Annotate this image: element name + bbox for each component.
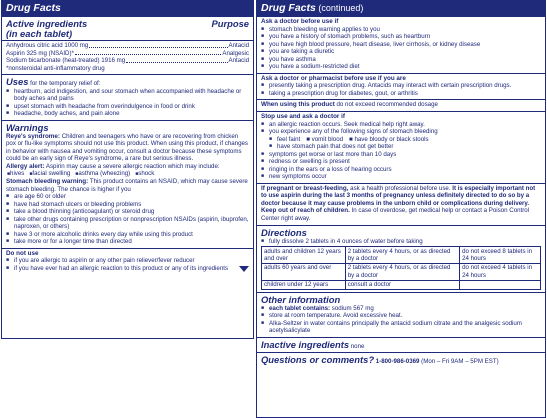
list-item: ■ you experience any of the following signs of stomach bleeding	[261, 128, 541, 136]
warnings-title: Warnings	[6, 121, 49, 133]
left-header: Drug Facts	[2, 1, 253, 16]
list-item: ■ have stomach pain that does not get better	[261, 143, 541, 151]
left-panel	[1, 0, 254, 339]
bleeding-signs: ■ feel faint ■ vomit blood ■ have bloody or black stools	[261, 136, 541, 144]
other-information-section	[257, 292, 545, 337]
ask-pharmacist-section	[257, 73, 545, 100]
right-header: Drug Facts (continued)	[257, 1, 545, 16]
list-item: ■ taking a prescription drug for diabetes, gout, or arthritis	[261, 90, 541, 98]
list-item: ■ ringing in the ears or a loss of hearing occurs	[261, 166, 541, 174]
table-row: adults and children 12 years and over 2 tablets every 4 hours, or as directed by a doctor do not exceed 8 tablets in 24 hours	[262, 247, 541, 264]
when-using-label: When using this product	[261, 101, 335, 109]
list-item: ■ are age 60 or older	[6, 193, 249, 201]
list-item: ■ have had stomach ulcers or bleeding problems	[6, 201, 249, 209]
list-item: ■ facial swelling	[29, 170, 70, 177]
continued-label: (continued)	[315, 3, 364, 13]
ingredient-row: Aspirin 325 mg (NSAID)* Analgesic	[6, 49, 249, 57]
warnings-section	[2, 120, 253, 248]
list-item: ■ have 3 or more alcoholic drinks every day while using this product	[6, 231, 249, 239]
list-item: ■ you have asthma	[261, 56, 541, 64]
list-item: ■ take more or for a longer time than directed	[6, 238, 249, 246]
list-item: ■ new symptoms occur	[261, 173, 541, 181]
inactive-ingredients-text: none	[349, 342, 365, 350]
list-item: ■ you are taking a diuretic	[261, 48, 541, 56]
when-using-text: do not exceed recommended dosage	[334, 101, 438, 109]
list-item: ■ headache, body aches, and pain alone	[6, 110, 249, 118]
active-ingredients-title: Active ingredients	[6, 18, 88, 29]
stop-use-section	[257, 111, 545, 183]
purpose-heading: Purpose	[211, 18, 249, 29]
list-item: ■ if you are allergic to aspirin or any other pain reliever/fever reducer	[6, 257, 249, 265]
list-item: ■ Alka-Seltzer in water contains principally the antacid sodium citrate and the analgesic sodium acetylsalicylate	[261, 320, 541, 335]
active-ingredients-section	[2, 16, 253, 74]
other-information-title: Other information	[261, 293, 341, 305]
ask-doctor-title: Ask a doctor before use if	[261, 18, 339, 25]
list-item: ■ an allergic reaction occurs. Seek medical help right away.	[261, 121, 541, 129]
list-item: ■ you have a history of stomach problems, such as heartburn	[261, 33, 541, 41]
right-panel	[256, 0, 546, 418]
list-item: ■ hives	[7, 170, 24, 177]
do-not-use-title: Do not use	[6, 249, 39, 257]
phone-hours: (Mon – Fri 9AM – 5PM EST)	[419, 358, 499, 366]
pregnant-text: ask a health professional before use.	[348, 184, 451, 192]
inactive-ingredients-title: Inactive ingredients	[261, 338, 350, 350]
dosage-table	[261, 246, 541, 290]
list-item: ■ store at room temperature. Avoid excessive heat.	[261, 312, 541, 320]
ask-doctor-section	[257, 16, 545, 73]
table-row: adults 60 years and over 2 tablets every 4 hours, or as directed by a doctor do not exceed 4 tablets in 24 hours	[262, 263, 541, 280]
do-not-use-section	[2, 248, 253, 275]
ingredient-row: Sodium bicarbonate (heat-treated) 1916 mg Antacid	[6, 57, 249, 64]
list-item: ■ stomach bleeding warning applies to you	[261, 26, 541, 34]
nsaid-footnote: *nonsteroidal anti-inflammatory drug	[6, 64, 105, 72]
inactive-ingredients-section	[257, 337, 545, 353]
questions-title: Questions or comments?	[261, 354, 375, 366]
list-item: ■ redness or swelling is present	[261, 158, 541, 166]
table-row: children under 12 years consult a doctor	[262, 280, 541, 289]
allergy-label: Allergy alert:	[6, 162, 45, 170]
bleeding-text: This product contains an NSAID, which may cause severe stomach bleeding. The chance is higher if you	[6, 177, 248, 193]
list-item: ■ presently taking a prescription drug. Antacids may interact with certain prescription drugs.	[261, 82, 541, 90]
questions-section	[257, 352, 545, 368]
ingredient-row: Anhydrous citric acid 1000 mg Antacid	[6, 42, 249, 49]
when-using-section	[257, 99, 545, 111]
keep-out-of-reach-label: Keep out of reach of children.	[261, 207, 350, 215]
list-item: ■ fully dissolve 2 tablets in 4 ounces of water before taking	[261, 238, 541, 246]
list-item: ■ shock	[135, 170, 154, 177]
phone-number: 1-800-986-0369	[374, 358, 420, 366]
allergy-items	[6, 170, 249, 178]
pregnancy-section	[257, 183, 545, 225]
uses-title: Uses	[6, 76, 29, 87]
list-item: ■ take other drugs containing prescription or nonprescription NSAIDs (aspirin, ibuprofen, naproxen, or others)	[6, 216, 249, 231]
list-item: ■ asthma (wheezing)	[75, 170, 130, 177]
list-item: ■ heartburn, acid indigestion, and sour stomach when accompanied with headache or body aches and pains	[6, 88, 249, 103]
list-item: ■ symptoms get worse or last more than 10 days	[261, 151, 541, 159]
directions-title: Directions	[261, 226, 307, 238]
pregnant-label: If pregnant or breast-feeding,	[261, 184, 349, 192]
uses-section	[2, 74, 253, 120]
uses-intro: for the temporary relief of:	[28, 80, 101, 87]
list-item: ■ take a blood thinning (anticoagulant) or steroid drug	[6, 208, 249, 216]
ask-pharmacist-title: Ask a doctor or pharmacist before use if you are	[261, 74, 406, 82]
allergy-text: Aspirin may cause a severe allergic reaction which may include:	[44, 162, 220, 170]
reye-text: Children and teenagers who have or are recovering from chicken pox or flu-like symptoms should not use this product. When using this product, if changes in behavior with nausea and vomiting occur, consult a doctor because these symptoms could be an early sign of Reye's syndrome, a rare but serious illness.	[6, 132, 248, 163]
active-ingredients-subtitle: (in each tablet)	[6, 28, 73, 39]
list-item: ■ if you have ever had an allergic reaction to this product or any of its ingredients	[6, 265, 249, 273]
list-item: ■ upset stomach with headache from overindulgence in food or drink	[6, 103, 249, 111]
reye-label: Reye's syndrome:	[6, 132, 60, 140]
bleeding-label: Stomach bleeding warning:	[6, 177, 89, 185]
directions-section	[257, 225, 545, 292]
keep-out-of-reach-text: In case of overdose, get medical help or contact a Poison Control Center right away.	[261, 207, 530, 223]
list-item: ■ each tablet contains: sodium 567 mg	[261, 305, 541, 313]
stop-use-title: Stop use and ask a doctor if	[261, 113, 345, 121]
list-item: ■ you have high blood pressure, heart disease, liver cirrhosis, or kidney disease	[261, 41, 541, 49]
list-item: ■ you have a sodium-restricted diet	[261, 63, 541, 71]
continued-arrow-icon	[239, 266, 249, 272]
pregnant-bold-warning: It is especially important not to use aspirin during the last 3 months of pregnancy unless definitely directed to do so by a doctor because it may cause problems in the unborn child or complications during delivery.	[261, 184, 536, 207]
